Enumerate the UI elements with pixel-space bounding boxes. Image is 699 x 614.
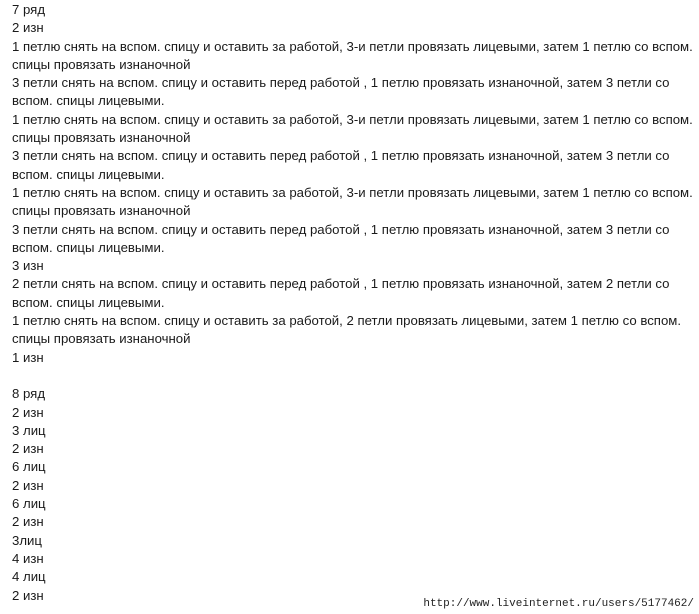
- text-line: 3 петли снять на вспом. спицу и оставить перед работой , 1 петлю провязать изнаночной, затем 3 петли со: [12, 75, 670, 91]
- text-line: спицы провязать изнаночной: [12, 203, 191, 219]
- text-line: 1 петлю снять на вспом. спицу и оставить за работой, 2 петли провязать лицевыми, затем 1 петлю со вспом.: [12, 313, 682, 329]
- text-line: 3 петли снять на вспом. спицу и оставить перед работой , 1 петлю провязать изнаночной, затем 3 петли со: [12, 221, 670, 237]
- text-line: 3 изн: [12, 258, 44, 274]
- text-line: вспом. спицы лицевыми.: [12, 93, 165, 109]
- text-line: 3 петли снять на вспом. спицу и оставить перед работой , 1 петлю провязать изнаночной, затем 3 петли со: [12, 148, 670, 164]
- text-line: 2 изн: [12, 514, 44, 530]
- text-line: 2 изн: [12, 404, 44, 420]
- text-line: 2 изн: [12, 20, 44, 36]
- text-line: 7 ряд: [12, 2, 46, 17]
- text-line: 1 петлю снять на вспом. спицу и оставить за работой, 3-и петли провязать лицевыми, затем 1 петлю со вспом.: [12, 184, 693, 200]
- text-line: 3 лиц: [12, 422, 46, 438]
- blank-line: [12, 367, 692, 385]
- document-body: [12, 1, 692, 605]
- watermark-url: http://www.liveinternet.ru/users/5177462/: [423, 598, 694, 610]
- text-line: спицы провязать изнаночной: [12, 130, 191, 146]
- text-line: 4 изн: [12, 550, 44, 566]
- text-line: 1 петлю снять на вспом. спицу и оставить за работой, 3-и петли провязать лицевыми, затем 1 петлю со вспом.: [12, 38, 693, 54]
- text-line: 1 петлю снять на вспом. спицу и оставить за работой, 3-и петли провязать лицевыми, затем 1 петлю со вспом.: [12, 111, 693, 127]
- text-line: 2 петли снять на вспом. спицу и оставить перед работой , 1 петлю провязать изнаночной, затем 2 петли со: [12, 276, 670, 292]
- text-line: 3лиц: [12, 532, 42, 548]
- text-line: 2 изн: [12, 441, 44, 457]
- text-line: вспом. спицы лицевыми.: [12, 294, 165, 310]
- text-line: вспом. спицы лицевыми.: [12, 166, 165, 182]
- text-line: вспом. спицы лицевыми.: [12, 239, 165, 255]
- text-line: спицы провязать изнаночной: [12, 56, 191, 72]
- text-line: 8 ряд: [12, 386, 46, 402]
- text-line: 1 изн: [12, 349, 44, 365]
- text-line: спицы провязать изнаночной: [12, 331, 191, 347]
- text-line: 2 изн: [12, 587, 44, 603]
- text-line: 6 лиц: [12, 459, 46, 475]
- text-line: 4 лиц: [12, 569, 46, 585]
- text-line: 6 лиц: [12, 496, 46, 512]
- text-line: 2 изн: [12, 477, 44, 493]
